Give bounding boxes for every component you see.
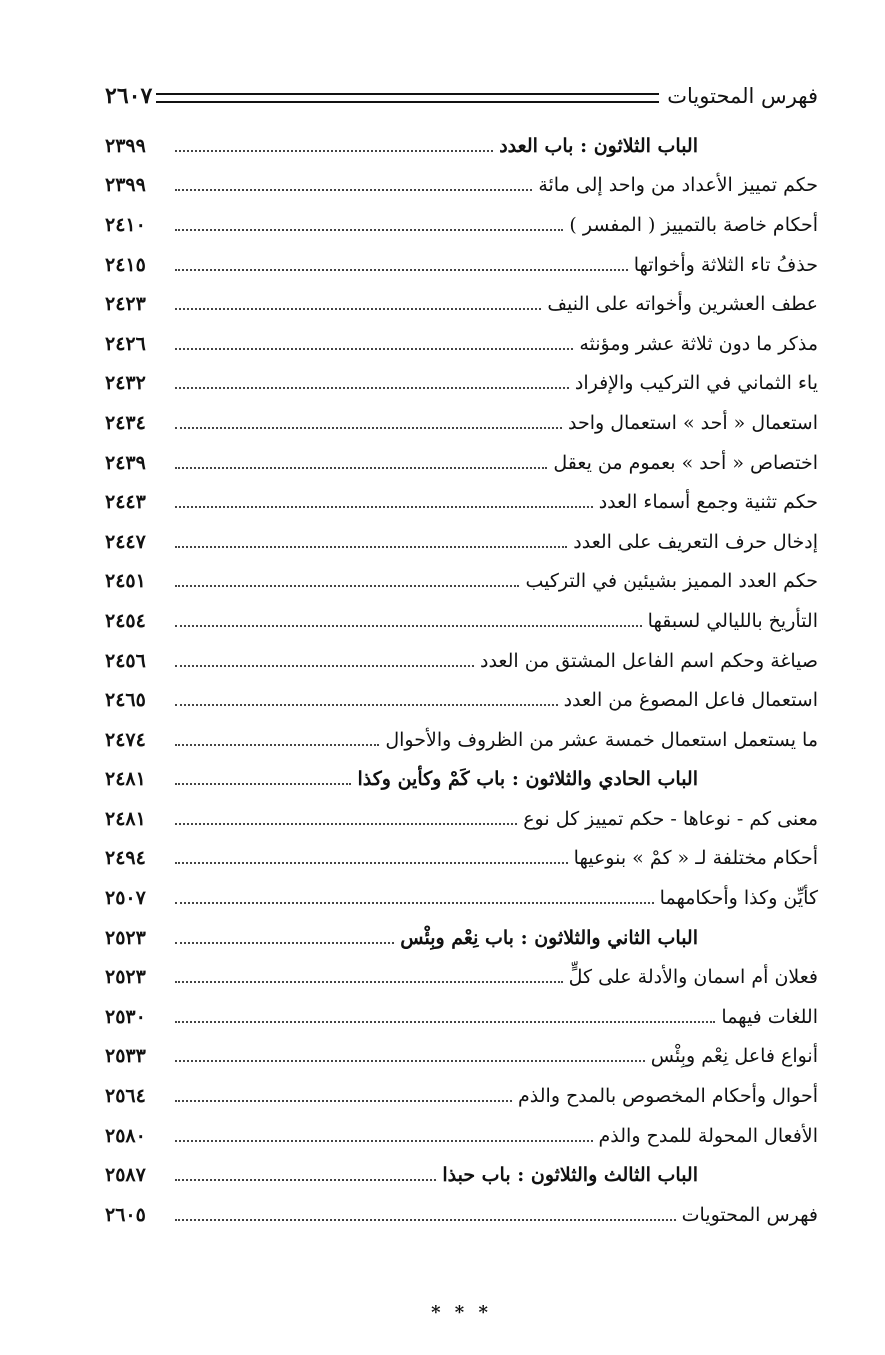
running-title: فهرس المحتويات [667,84,818,108]
toc-entry-title: حكم تمييز الأعداد من واحد إلى مائة [538,174,818,197]
dot-leader [175,783,351,785]
toc-chapter-heading [105,126,818,166]
end-mark: * * * [431,1302,492,1323]
toc-entry-title: عطف العشرين وأخواته على النيف [547,293,818,316]
toc-entry-title: اللغات فيهما [721,1005,818,1028]
toc-entry-title: التأريخ بالليالي لسبقها [647,609,818,632]
toc-entry [105,997,818,1037]
toc-entry-title: أحوال وأحكام المخصوص بالمدح والذم [518,1085,818,1108]
toc-entry-page: ٢٥٣٠ [105,1005,146,1028]
toc-entry-page: ٢٤١٥ [105,253,146,276]
toc-entry [105,324,818,364]
toc-entry-page: ٢٤٤٣ [105,491,146,514]
toc-entry-page: ٢٤٨١ [105,807,146,830]
dot-leader [175,308,541,310]
dot-leader [175,665,474,667]
toc-entry [105,166,818,206]
dot-leader [175,625,642,627]
dot-leader [175,348,573,350]
toc-entry-title: حكم تثنية وجمع أسماء العدد [598,491,818,514]
toc-entry-page: ٢٥٠٧ [105,887,146,910]
toc-entry-title: الباب الحادي والثلاثون : باب كَمْ وكأين وكذا [357,768,698,791]
toc-entry [105,878,818,918]
toc-entry-page: ٢٣٩٩ [105,134,146,157]
toc-entry-title: أحكام خاصة بالتمييز ( المفسر ) [569,213,818,236]
toc-chapter-heading [105,1155,818,1195]
toc-entry-title: استعمال فاعل المصوغ من العدد [563,689,818,712]
toc-entry-page: ٢٥٢٣ [105,966,146,989]
toc-entry [105,680,818,720]
dot-leader [175,387,569,389]
dot-leader [175,823,517,825]
toc-entry [105,245,818,285]
toc-entry-page: ٢٤٢٦ [105,332,146,355]
toc-entry-title: اختصاص « أحد » بعموم من يعقل [553,451,818,474]
page-header [105,74,818,118]
table-of-contents [105,126,818,1235]
toc-entry-page: ٢٤٣٢ [105,372,146,395]
toc-chapter-heading [105,918,818,958]
toc-entry [105,205,818,245]
toc-entry-page: ٢٤٥١ [105,570,146,593]
toc-entry [105,482,818,522]
toc-entry-page: ٢٤٣٤ [105,411,146,434]
toc-entry-title: فعلان أم اسمان والأدلة على كلٍّ [568,966,818,989]
toc-entry [105,562,818,602]
toc-entry-title: الباب الثاني والثلاثون : باب نِعْم وبِئْس [400,926,698,949]
toc-entry [105,799,818,839]
dot-leader [175,585,519,587]
dot-leader [175,150,493,152]
toc-entry-page: ٢٥٨٠ [105,1124,146,1147]
toc-entry-title: استعمال « أحد » استعمال واحد [568,411,818,434]
toc-entry [105,1116,818,1156]
header-rule [156,93,659,103]
dot-leader [175,704,558,706]
toc-entry-page: ٢٤٥٦ [105,649,146,672]
toc-entry-title: صياغة وحكم اسم الفاعل المشتق من العدد [479,649,818,672]
toc-entry-page: ٢٤٢٣ [105,293,146,316]
toc-entry [105,364,818,404]
toc-entry-title: ياء الثماني في التركيب والإفراد [574,372,818,395]
toc-entry [105,1076,818,1116]
toc-entry-page: ٢٤٥٤ [105,609,146,632]
dot-leader [175,1140,593,1142]
toc-entry-title: ما يستعمل استعمال خمسة عشر من الظروف والأحوال [385,728,818,751]
dot-leader [175,1100,512,1102]
toc-entry [105,1195,818,1235]
toc-entry-title: كأيِّن وكذا وأحكامهما [659,887,818,910]
toc-entry-page: ٢٤٧٤ [105,728,146,751]
toc-chapter-heading [105,760,818,800]
toc-entry-title: إدخال حرف التعريف على العدد [573,530,818,553]
toc-entry-page: ٢٤٩٤ [105,847,146,870]
toc-entry [105,1037,818,1077]
toc-entry-page: ٢٤١٠ [105,213,146,236]
dot-leader [175,427,562,429]
toc-entry [105,641,818,681]
toc-entry-page: ٢٥٨٧ [105,1164,146,1187]
dot-leader [175,1219,676,1221]
toc-entry-page: ٢٣٩٩ [105,174,146,197]
toc-entry-title: أنواع فاعل نِعْم وبِئْس [650,1045,818,1068]
toc-entry-page: ٢٤٨١ [105,768,146,791]
toc-page [105,74,818,1324]
dot-leader [175,981,563,983]
dot-leader [175,1060,645,1062]
toc-entry-page: ٢٥٦٤ [105,1085,146,1108]
toc-entry-title: الباب الثلاثون : باب العدد [499,134,698,157]
dot-leader [175,942,394,944]
toc-entry-page: ٢٤٤٧ [105,530,146,553]
dot-leader [175,546,567,548]
toc-entry-title: فهرس المحتويات [681,1203,818,1226]
toc-entry-title: أحكام مختلفة لـ « كمْ » بنوعيها [573,847,818,870]
toc-entry-title: حكم العدد المميز بشيئين في التركيب [525,570,818,593]
toc-entry-title: مذكر ما دون ثلاثة عشر ومؤنثه [579,332,818,355]
dot-leader [175,189,532,191]
toc-entry-page: ٢٥٣٣ [105,1045,146,1068]
toc-entry-title: معنى كم - نوعاها - حكم تمييز كل نوع [523,807,818,830]
toc-entry-page: ٢٥٢٣ [105,926,146,949]
toc-entry-title: حذفُ تاء الثلاثة وأخواتها [633,253,818,276]
dot-leader [175,862,568,864]
toc-entry [105,839,818,879]
toc-entry [105,957,818,997]
toc-entry [105,284,818,324]
dot-leader [175,229,563,231]
toc-entry-page: ٢٦٠٥ [105,1203,146,1226]
toc-entry [105,403,818,443]
dot-leader [175,1179,436,1181]
dot-leader [175,269,628,271]
dot-leader [175,744,379,746]
toc-entry [105,601,818,641]
dot-leader [175,506,593,508]
toc-entry-title: الأفعال المحولة للمدح والذم [598,1124,818,1147]
toc-entry-title: الباب الثالث والثلاثون : باب حبذا [442,1164,698,1187]
toc-entry-page: ٢٤٣٩ [105,451,146,474]
toc-entry [105,522,818,562]
toc-entry-page: ٢٤٦٥ [105,689,146,712]
toc-entry [105,443,818,483]
dot-leader [175,902,654,904]
page-number: ٢٦٠٧ [105,83,153,109]
dot-leader [175,1021,715,1023]
dot-leader [175,467,547,469]
toc-entry [105,720,818,760]
